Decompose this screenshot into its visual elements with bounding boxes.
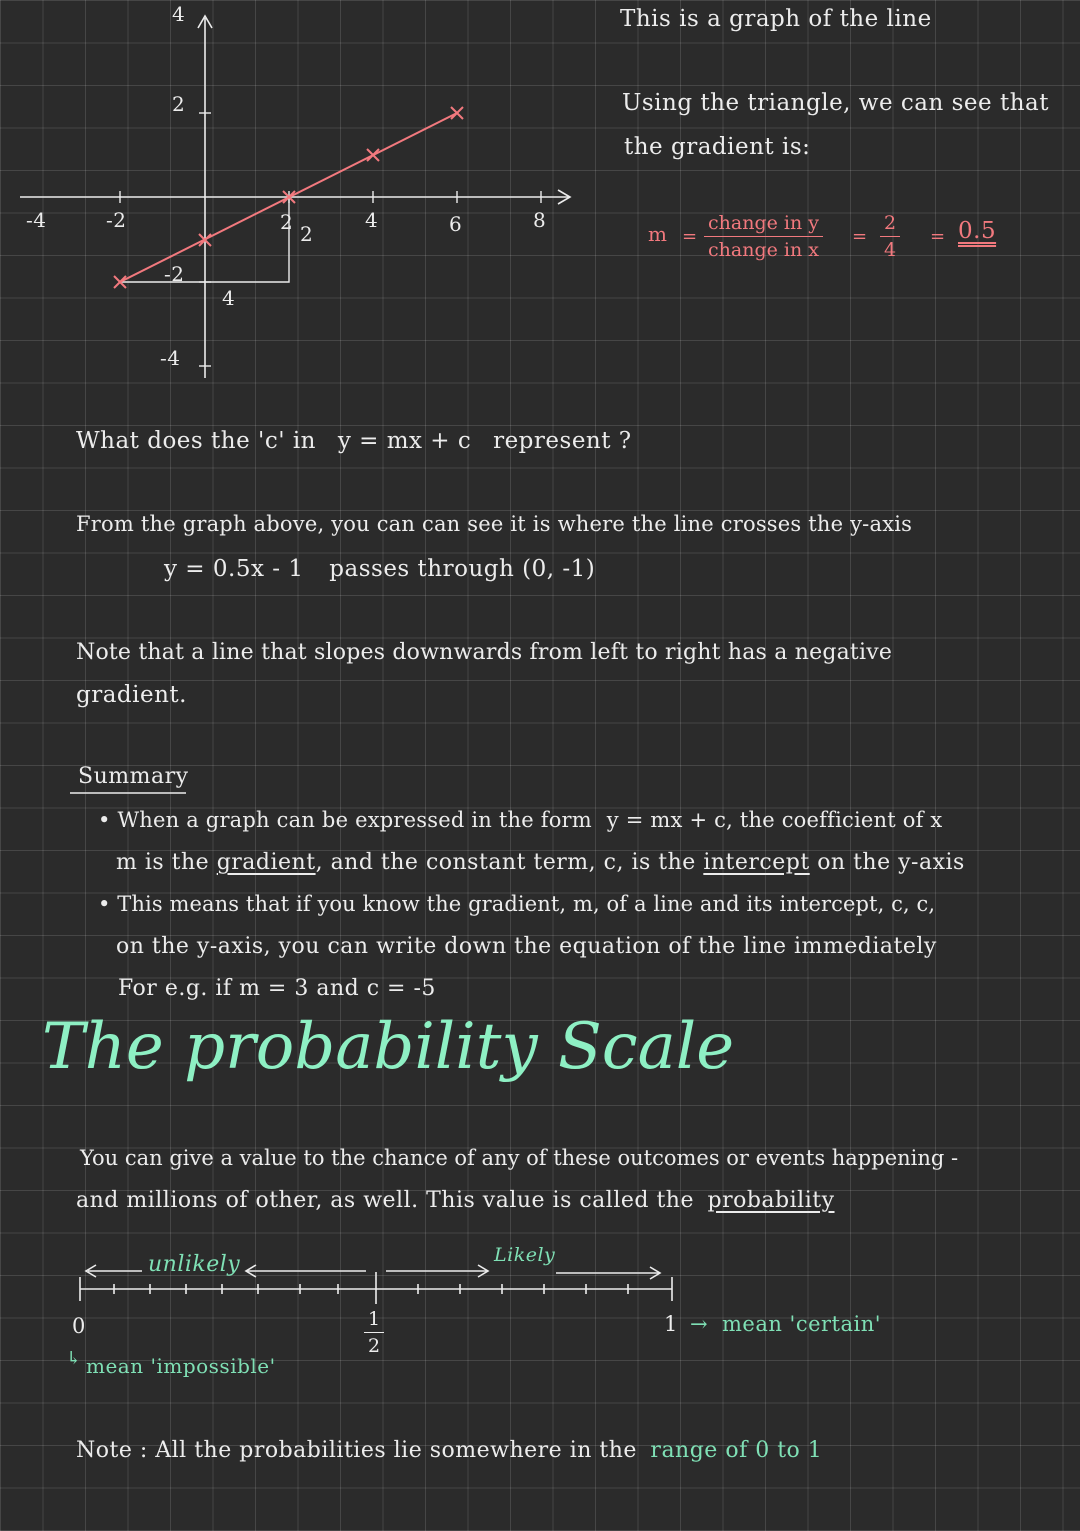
b1-l2-c: on the y-axis bbox=[817, 850, 965, 875]
answer-line-2 bbox=[164, 556, 595, 582]
equals-sign: = bbox=[682, 226, 698, 247]
final-note-text: Note : All the probabilities lie somewhere in the bbox=[76, 1438, 637, 1463]
fraction-denominator: 2 bbox=[368, 1335, 381, 1357]
b1-text-a: When a graph can be expressed in the form bbox=[117, 808, 592, 832]
y-tick-label: -2 bbox=[164, 262, 185, 286]
intercept-term: intercept bbox=[703, 850, 810, 875]
b2-line-1: This means that if you know the gradient, m, of a line and its intercept, c, c, bbox=[117, 892, 936, 916]
scale-zero: 0 bbox=[72, 1314, 86, 1338]
equals-sign: = bbox=[930, 226, 946, 247]
b1-l2-b: , and the constant term, c, is the bbox=[315, 850, 696, 875]
likely-label: Likely bbox=[494, 1244, 556, 1266]
x-tick-label: 6 bbox=[449, 212, 463, 236]
note-line-1: Note that a line that slopes downwards from left to right has a negative bbox=[76, 640, 893, 665]
fraction-numerator: 1 bbox=[364, 1308, 384, 1333]
bullet-dot: • bbox=[98, 892, 118, 916]
fraction-denominator: 4 bbox=[884, 239, 897, 261]
x-tick-label: 2 bbox=[280, 210, 294, 234]
scale-one: 1 bbox=[664, 1312, 678, 1336]
fraction-denominator: change in x bbox=[708, 239, 819, 261]
fraction-numerator: change in y bbox=[704, 212, 823, 237]
certain-arrow: → bbox=[690, 1312, 709, 1336]
triangle-note: Using the triangle, we can see that bbox=[622, 90, 1049, 116]
x-tick-label: 4 bbox=[365, 208, 379, 232]
unlikely-label: unlikely bbox=[148, 1252, 241, 1277]
certain-label: mean 'certain' bbox=[722, 1312, 882, 1336]
question-end: represent ? bbox=[493, 428, 632, 454]
question-start: What does the 'c' in bbox=[76, 428, 316, 454]
gradient-is: the gradient is: bbox=[624, 134, 811, 160]
question-text bbox=[76, 428, 632, 454]
x-tick-label: -2 bbox=[106, 208, 127, 232]
x-tick-label: -4 bbox=[26, 208, 47, 232]
gradient-result: 0.5 bbox=[958, 218, 997, 244]
triangle-rise-label: 2 bbox=[300, 222, 314, 246]
summary-bullet-2-line-2: on the y-axis, you can write down the equation of the line immediately bbox=[116, 934, 937, 959]
summary-bullet-1-line-2 bbox=[116, 850, 965, 875]
answer-equation: y = 0.5x - 1 bbox=[164, 556, 304, 582]
scale-half bbox=[364, 1308, 384, 1357]
probability-para-1: You can give a value to the chance of any of these outcomes or events happening - bbox=[80, 1146, 959, 1170]
range-highlight: range of 0 to 1 bbox=[650, 1438, 823, 1463]
summary-bullet-2 bbox=[98, 892, 935, 916]
summary-heading: Summary bbox=[78, 764, 189, 789]
p2-text: and millions of other, as well. This value is called the bbox=[76, 1188, 694, 1213]
answer-passes: passes through (0, -1) bbox=[329, 556, 596, 582]
section-title: The probability Scale bbox=[42, 1010, 735, 1084]
y-tick-label: -4 bbox=[160, 346, 181, 370]
bullet-dot: • bbox=[98, 808, 118, 832]
answer-line-1: From the graph above, you can can see it is where the line crosses the y-axis bbox=[76, 512, 913, 536]
question-equation: y = mx + c bbox=[337, 428, 472, 454]
impossible-hook: ↳ bbox=[66, 1348, 82, 1369]
fraction-numerator: 2 bbox=[880, 212, 900, 237]
gradient-term: gradient bbox=[216, 850, 316, 875]
impossible-label: mean 'impossible' bbox=[86, 1354, 276, 1378]
b1-equation: y = mx + c bbox=[606, 808, 727, 832]
probability-term: probability bbox=[707, 1188, 835, 1213]
x-tick-label: 8 bbox=[533, 208, 547, 232]
numeric-fraction bbox=[880, 212, 900, 261]
triangle-run-label: 4 bbox=[222, 286, 236, 310]
m-label: m bbox=[648, 222, 668, 246]
y-tick-label: 4 bbox=[172, 2, 186, 26]
final-note bbox=[76, 1438, 822, 1463]
equals-sign: = bbox=[852, 226, 868, 247]
gradient-fraction bbox=[704, 212, 823, 261]
probability-para-2 bbox=[76, 1188, 835, 1213]
note-line-2: gradient. bbox=[76, 682, 187, 708]
b1-text-b: , the coefficient of x bbox=[726, 808, 943, 832]
y-tick-label: 2 bbox=[172, 92, 186, 116]
summary-example: For e.g. if m = 3 and c = -5 bbox=[118, 976, 436, 1001]
b1-l2-a: m is the bbox=[116, 850, 210, 875]
graph-caption: This is a graph of the line bbox=[620, 6, 932, 32]
summary-bullet-1 bbox=[98, 808, 942, 832]
